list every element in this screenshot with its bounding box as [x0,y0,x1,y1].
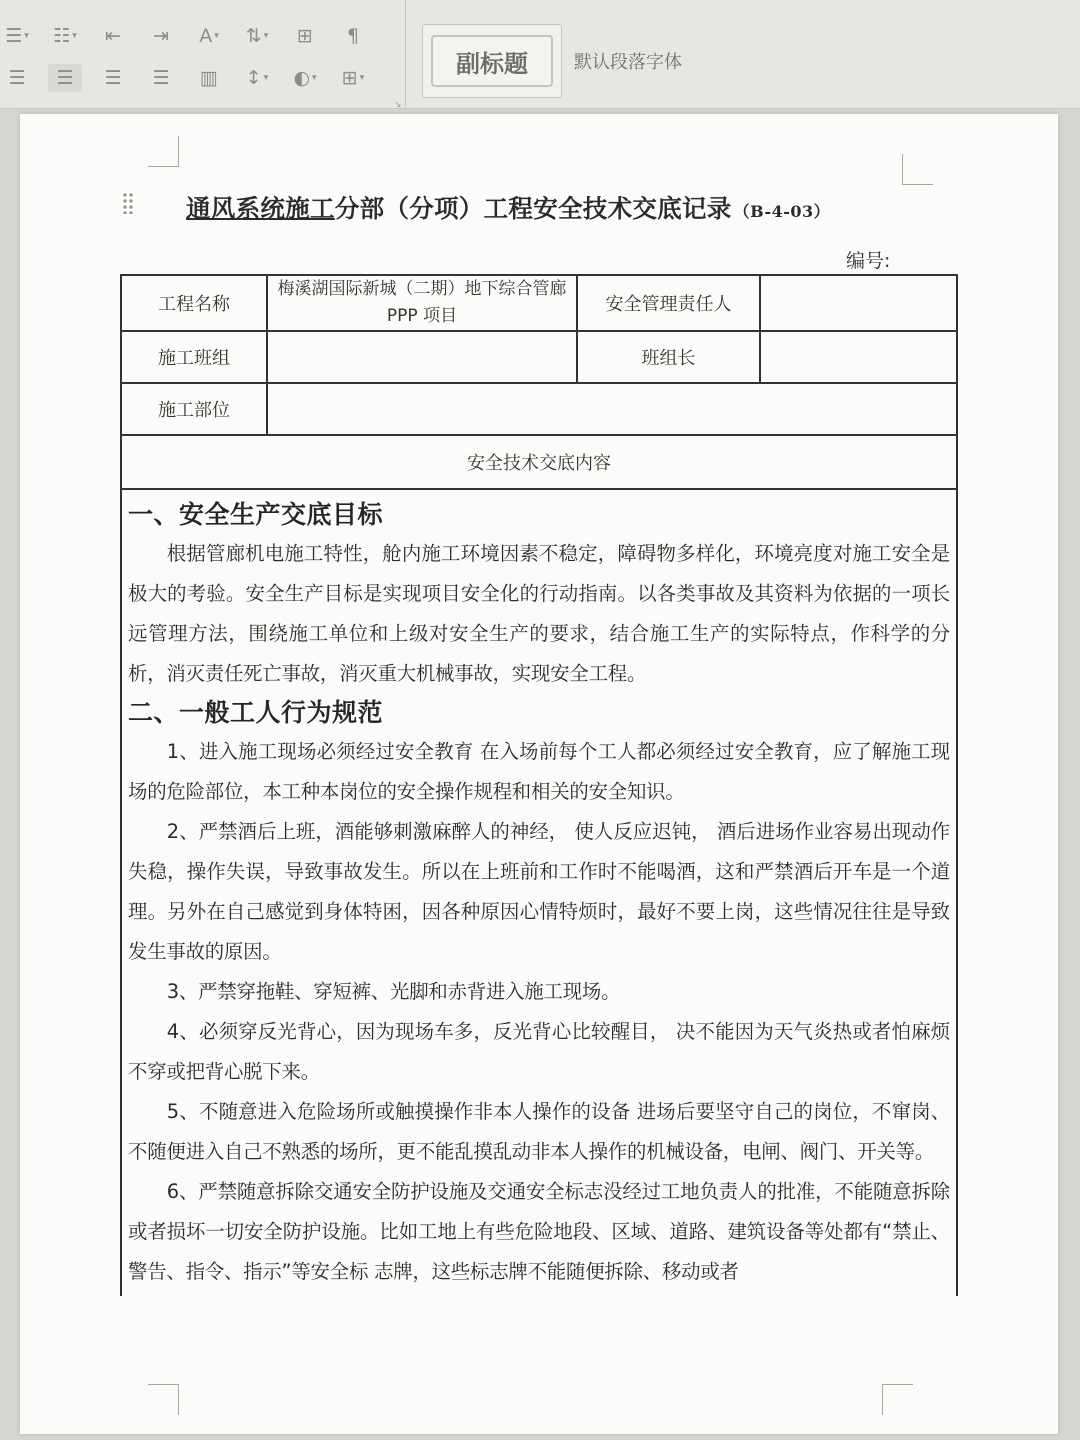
show-marks-icon: ¶ [346,25,360,47]
paragraph-toolbar-row-2 [0,64,370,92]
margin-corner-marker [148,1384,179,1415]
align-center-button[interactable] [48,64,82,92]
briefing-content-cell[interactable] [121,489,957,1296]
justify-button[interactable] [144,64,178,92]
margin-corner-marker [148,136,179,167]
borders-icon: ⊞ [341,67,358,89]
section-heading: 一、安全生产交底目标 [128,500,384,529]
line-spacing-button[interactable] [240,64,274,92]
align-right-button[interactable] [96,64,130,92]
decrease-indent-icon: ⇤ [105,25,121,47]
dropdown-arrow-icon[interactable]: ▾ [312,73,317,83]
dropdown-arrow-icon[interactable]: ▾ [24,31,29,41]
section-heading: 二、一般工人行为规范 [128,698,384,727]
sort-icon: ⇅ [245,25,262,47]
numbering-icon: ☷ [53,25,71,47]
document-page[interactable] [20,114,1058,1434]
document-title [186,190,830,225]
margin-corner-marker [902,154,933,185]
location-label: 施工部位 [121,383,267,435]
team-value[interactable] [267,331,577,383]
distributed-button[interactable] [192,64,226,92]
title-code: （B-4-03） [733,202,831,221]
number-label: 编号: [846,250,891,272]
title-main-part: 分部（分项）工程安全技术交底记录 [334,194,732,223]
margin-corner-marker [882,1384,913,1415]
dropdown-arrow-icon[interactable]: ▾ [214,31,219,41]
dropdown-arrow-icon[interactable]: ▾ [72,31,77,41]
line-spacing-icon: ↕ [245,67,262,89]
decrease-indent-button[interactable] [96,22,130,50]
project-name-value[interactable]: 梅溪湖国际新城（二期）地下综合管廊 PPP 项目 [267,275,577,331]
shading-icon: ◐ [293,67,311,89]
title-underlined-part: 通风系统施工 [186,194,335,223]
team-label: 施工班组 [121,331,267,383]
align-left-button[interactable] [0,64,34,92]
paragraph-toolbar-row-1 [0,22,370,50]
numbering-button[interactable] [48,22,82,50]
style-default-paragraph-font[interactable]: 默认段落字体 [574,52,682,73]
asian-layout-button[interactable] [288,22,322,50]
ribbon-toolbar [0,0,1080,109]
safety-manager-value[interactable] [760,275,957,331]
align-right-icon: ☰ [104,67,122,89]
section-paragraph: 4、必须穿反光背心，因为现场车多，反光背心比较醒目， 决不能因为天气炎热或者怕麻烦不穿或把背心脱下来。 [128,1020,950,1083]
team-leader-value[interactable] [760,331,957,383]
safety-manager-label: 安全管理责任人 [577,275,760,331]
project-name-label: 工程名称 [121,275,267,331]
section-paragraph: 3、严禁穿拖鞋、穿短裤、光脚和赤背进入施工现场。 [166,980,621,1003]
text-effect-icon: A [199,25,213,47]
sort-button[interactable] [240,22,274,50]
location-value[interactable] [267,383,957,435]
show-marks-button[interactable] [336,22,370,50]
section-paragraph: 2、严禁酒后上班，酒能够刺激麻醉人的神经， 使人反应迟钝， 酒后进场作业容易出现动作失稳，操作失误，导致事故发生。所以在上班前和工作时不能喝酒，这和严禁酒后开车是一个道理。另外在自己感觉到身体特困，因各种原因心情特烦时，最好不要上岗，这些情况往往是导致发生事故的原因。 [128,820,950,963]
table-move-handle-icon[interactable] [122,192,134,214]
increase-indent-button[interactable] [144,22,178,50]
section-paragraph: 6、严禁随意拆除交通安全防护设施及交通安全标志没经过工地负责人的批准，不能随意拆除或者损坏一切安全防护设施。比如工地上有些危险地段、区域、道路、建筑设备等处都有“禁止、警告、指令、指示”等安全标 志牌，这些标志牌不能随便拆除、移动或者 [128,1180,950,1283]
style-subtitle-button[interactable]: 副标题 [431,35,553,87]
align-left-icon: ☰ [8,67,26,89]
shading-button[interactable] [288,64,322,92]
borders-button[interactable] [336,64,370,92]
bullets-button[interactable] [0,22,34,50]
asian-layout-icon: ⊞ [297,25,313,47]
team-leader-label: 班组长 [577,331,760,383]
content-header: 安全技术交底内容 [121,435,957,489]
section-paragraph: 5、不随意进入危险场所或触摸操作非本人操作的设备 进场后要坚守自己的岗位，不窜岗、不随便进入自己不熟悉的场所，更不能乱摸乱动非本人操作的机械设备，电闸、阀门、开关等。 [128,1100,950,1163]
increase-indent-icon: ⇥ [153,25,169,47]
bullets-icon: ☰ [5,25,23,47]
text-effect-button[interactable] [192,22,226,50]
paragraph-group [0,0,406,108]
paragraph-settings-launcher-icon[interactable]: ↘ [394,100,402,110]
section-paragraph: 1、进入施工现场必须经过安全教育 在入场前每个工人都必须经过安全教育，应了解施工现场的危险部位，本工种本岗位的安全操作规程和相关的安全知识。 [128,740,950,803]
section-paragraph: 根据管廊机电施工特性，舱内施工环境因素不稳定，障碍物多样化，环境亮度对施工安全是极大的考验。安全生产目标是实现项目安全化的行动指南。以各类事故及其资料为依据的一项长远管理方法，围绕施工单位和上级对安全生产的要求，结合施工生产的实际特点，作科学的分析，消灭责任死亡事故，消灭重大机械事故，实现安全工程。 [128,542,950,685]
dropdown-arrow-icon[interactable]: ▾ [263,31,269,41]
distributed-icon: ▥ [200,67,218,89]
safety-briefing-table [120,274,958,1296]
dropdown-arrow-icon[interactable]: ▾ [359,73,365,83]
justify-icon: ☰ [152,67,170,89]
style-gallery[interactable] [422,24,562,98]
align-center-icon: ☰ [56,67,74,89]
dropdown-arrow-icon[interactable]: ▾ [263,73,269,83]
